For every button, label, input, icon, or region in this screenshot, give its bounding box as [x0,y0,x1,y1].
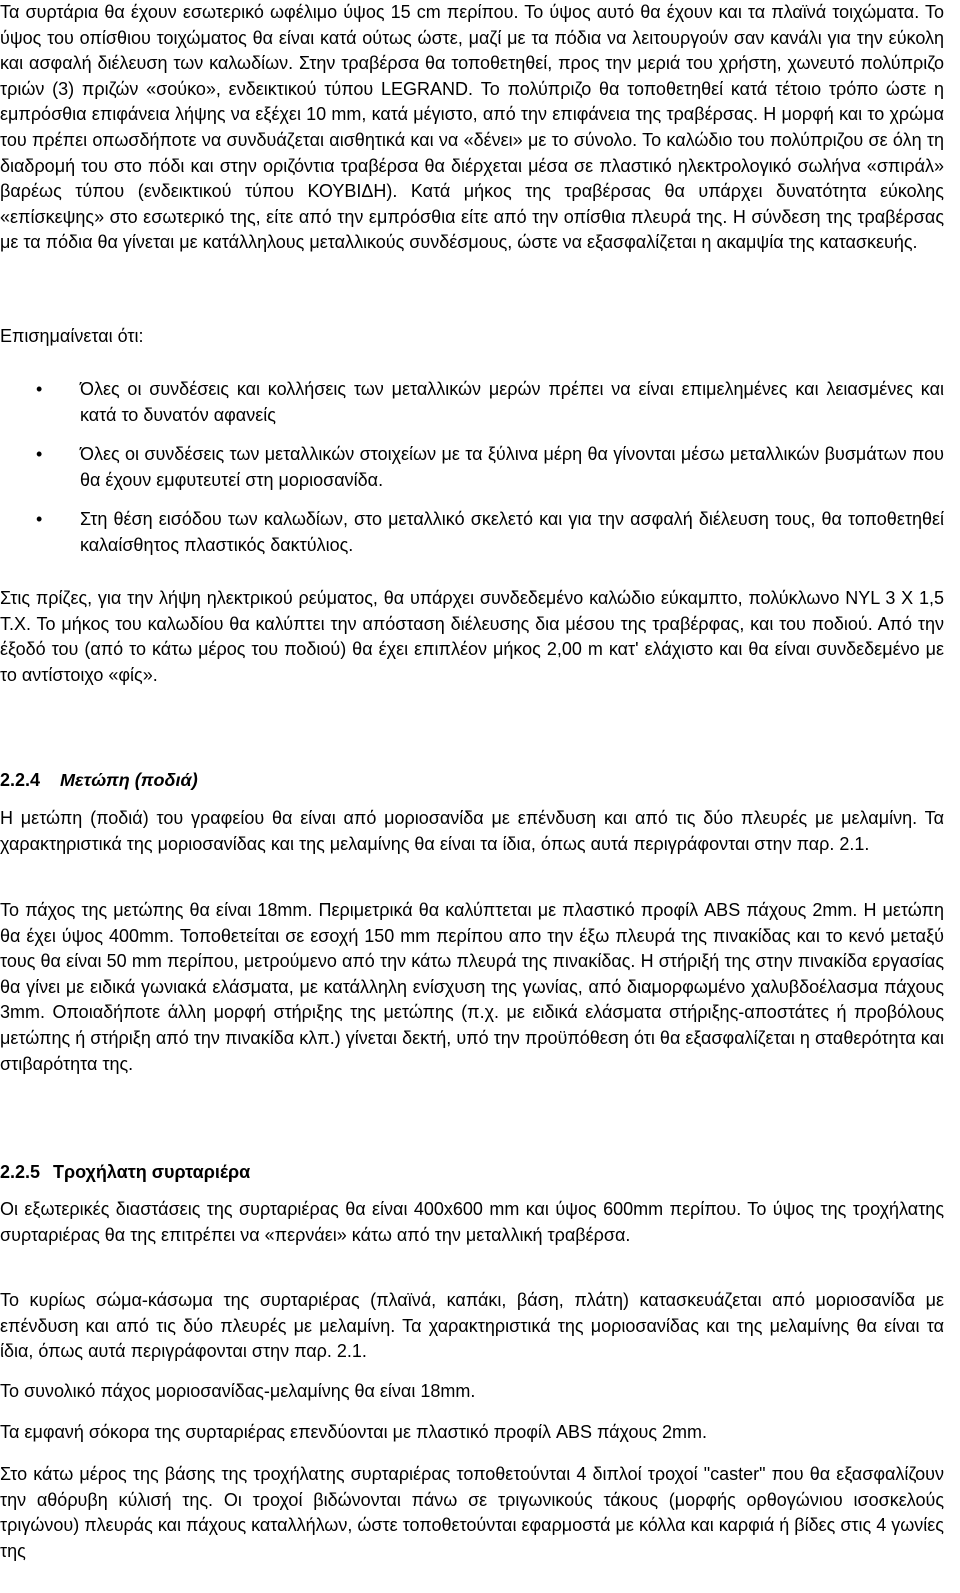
section-heading-2-2-5 [0,1160,250,1184]
note-intro: Επισημαίνεται ότι: [0,326,144,346]
paragraph-apron-dimensions: Το πάχος της μετώπης θα είναι 18mm. Περιμετρικά θα καλύπτεται με πλαστικό προφίλ ABS πάχους 2mm. Η μετώπη θα έχει ύψος 400mm. Τοποθετείται σε εσοχή 150 mm περίπου απο την έξω πλευρά της πινακίδας και το κενό μεταξύ τους θα είναι 50 mm περίπου, μετρούμενο από την κάτω πλευρά της πινακίδας. Η στήριξή της στην πινακίδα εργασίας θα γίνει με ειδικά γωνιακά ελάσματα, με κατάλληλη ενίσχυση της γωνίας, από διαμορφωμένο χαλυβδοέλασμα πάχους 3mm. Οποιαδήποτε άλλη μορφή στήριξης της μετώπης (π.χ. με ειδικά ελάσματα στήριξης-αποστάτες ή προβόλους μετώπης ή στήριξη από την πινακίδα κλπ.) γίνεται δεκτή, υπό την προϋπόθεση ότι θα εξασφαλίζεται η σταθερότητα και στιβαρότητα της. [0,900,944,1074]
paragraph-drawer-unit-body: Το κυρίως σώμα-κάσωμα της συρταριέρας (πλαϊνά, καπάκι, βάση, πλάτη) κατασκευάζεται από μοριοσανίδα με επένδυση και από τις δύο πλευρές με μελαμίνη. Τα χαρακτηριστικά της μοριοσανίδας και της μελαμίνης θα είναι τα ίδια, όπως αυτά περιγράφονται στην παρ. 2.1. [0,1290,944,1362]
list-item-text: Στη θέση εισόδου των καλωδίων, στο μεταλλικό σκελετό και για την ασφαλή διέλευση τους, θα τοποθετηθεί καλαίσθητος πλαστικός δακτύλιος. [80,509,944,555]
notes-bullet-list [0,377,944,573]
section-number: 2.2.4 [0,770,41,790]
list-item [0,507,944,558]
list-item-text: Όλες οι συνδέσεις και κολλήσεις των μεταλλικών μερών πρέπει να είναι επιμελημένες και λειασμένες και κατά το δυνατόν αφανείς [80,379,944,425]
section-title: Τροχήλατη συρταριέρα [53,1162,251,1182]
paragraph-drawer-and-traverse: Τα συρτάρια θα έχουν εσωτερικό ωφέλιμο ύψος 15 cm περίπου. Το ύψος αυτό θα έχουν και τα πλαϊνά τοιχώματα. Το ύψος του οπίσθιου τοιχώματος θα είναι κατά ούτως ώστε, μαζί με τα πόδια να λειτουργούν σαν κανάλι για την εύκολη και ασφαλή διέλευση των καλωδίων. Στην τραβέρσα θα τοποθετηθεί, προς την μεριά του χρήστη, χωνευτό πολύπριζο τριών (3) πριζών «σούκο», ενδεικτικού τύπου LEGRAND. Το πολύπριζο θα τοποθετηθεί κατά τέτοιο τρόπο ώστε η εμπρόσθια επιφάνεια λήψης να εξέχει 10 mm, κατά μέγιστο, από την επιφάνεια της τραβέρσας. Η μορφή και το χρώμα του πρέπει οπωσδήποτε να συνδυάζεται αισθητικά και να «δένει» με το σύνολο. Το καλώδιο του πολύπριζου σε όλη τη διαδρομή του στο πόδι και στην οριζόντια τραβέρσα θα διέρχεται μέσα σε πλαστικό ηλεκτρολογικό σωλήνα «σπιράλ» βαρέως τύπου (ενδεικτικού τύπου ΚΟΥΒΙΔΗ). Κατά μήκος της τραβέρσας θα υπάρχει δυνατότητα εύκολης «επίσκεψης» στο εσωτερικό της, είτε από την εμπρόσθια είτε από την οπίσθια πλευρά της. Η σύνδεση της τραβέρσας με τα πόδια θα γίνεται με κατάλληλους μεταλλικούς συνδέσμους, ώστε να εξασφαλίζεται η ακαμψία της κατασκευής. [0,2,944,253]
paragraph-drawer-unit-dimensions: Οι εξωτερικές διαστάσεις της συρταριέρας θα είναι 400x600 mm και ύψος 600mm περίπου. Το ύψος της τροχήλατης συρταριέρας θα της επιτρέπει να «περνάει» κάτω από την μεταλλική τραβέρσα. [0,1199,944,1245]
bullet-icon: • [36,509,43,530]
paragraph-apron-material: Η μετώπη (ποδιά) του γραφείου θα είναι από μοριοσανίδα με επένδυση και από τις δύο πλευρές με μελαμίνη. Τα χαρακτηριστικά της μοριοσανίδας και της μελαμίνης θα είναι τα ίδια, όπως αυτά περιγράφονται στην παρ. 2.1. [0,808,944,854]
section-title: Μετώπη (ποδιά) [60,770,198,790]
list-item-text: Όλες οι συνδέσεις των μεταλλικών στοιχείων με τα ξύλινα μέρη θα γίνονται μέσω μεταλλικών βυσμάτων που θα έχουν εμφυτευτεί στη μοριοσανίδα. [80,444,944,490]
list-item [0,377,944,428]
section-number: 2.2.5 [0,1162,41,1182]
bullet-icon: • [36,379,43,399]
list-item [0,442,944,493]
paragraph-edge-banding: Τα εμφανή σόκορα της συρταριέρας επενδύονται με πλαστικό προφίλ ABS πάχους 2mm. [0,1422,708,1442]
paragraph-total-thickness: Το συνολικό πάχος μοριοσανίδας-μελαμίνης θα είναι 18mm. [0,1381,476,1401]
section-heading-2-2-4 [0,768,198,792]
bullet-icon: • [36,444,43,465]
paragraph-casters: Στο κάτω μέρος της βάσης της τροχήλατης συρταριέρας τοποθετούνται 4 διπλοί τροχοί "caster" που θα εξασφαλίζουν την αθόρυβη κύλισή της. Οι τροχοί βιδώνονται πάνω σε τριγωνικούς τάκους (μορφής ορθογώνιου ισοσκελούς τριγώνου) πλευράς και πάχους καταλλήλων, ώστε τοποθετούνται εφαρμοστά με κόλλα και καρφιά ή βίδες στις 4 γωνίες της [0,1464,944,1561]
paragraph-sockets-cable: Στις πρίζες, για την λήψη ηλεκτρικού ρεύματος, θα υπάρχει συνδεδεμένο καλώδιο εύκαμπτο, πολύκλωνο NYL 3 Χ 1,5 Τ.Χ. Το μήκος του καλωδίου θα καλύπτει την απόσταση διέλευσης δια μέσου της τραβέρφας, και του ποδιού. Από την έξοδό του (από το κάτω μέρος του ποδιού) θα έχει επιπλέον μήκος 2,00 m κατ' ελάχιστο και θα είναι συνδεδεμένο με το αντίστοιχο «φίς». [0,588,944,685]
